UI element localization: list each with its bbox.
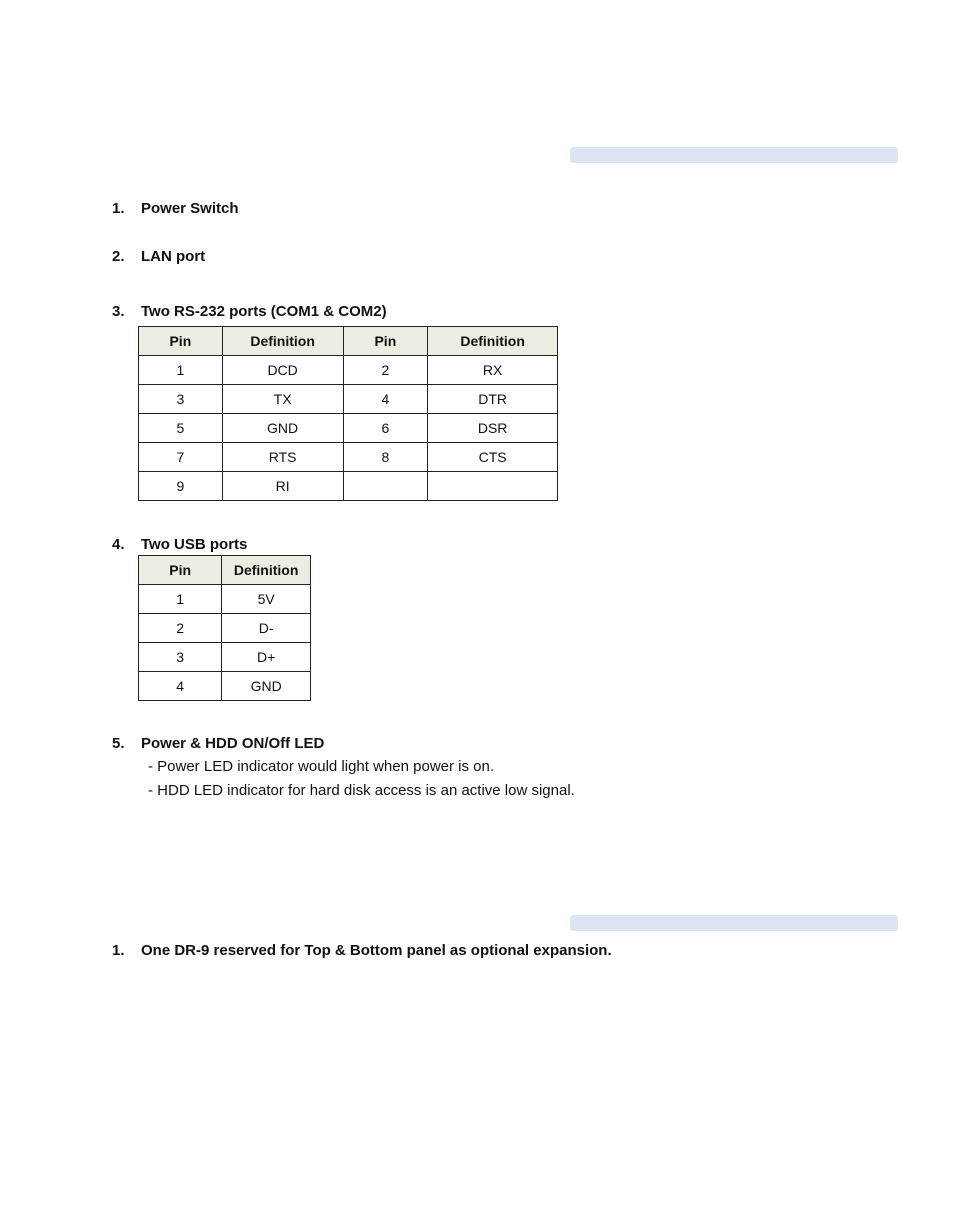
cell: 5: [139, 414, 223, 443]
item-label: One DR-9 reserved for Top & Bottom panel as optional expansion.: [141, 942, 612, 959]
cell: CTS: [428, 443, 558, 472]
cell: DTR: [428, 385, 558, 414]
cell: 4: [343, 385, 428, 414]
item-rs232-ports: [112, 303, 387, 321]
cell: DCD: [222, 356, 343, 385]
header-pin: Pin: [139, 556, 222, 585]
cell: RTS: [222, 443, 343, 472]
item-number: 1.: [112, 942, 125, 959]
cell: GND: [222, 414, 343, 443]
item-dr9-expansion: [112, 942, 612, 960]
cell: TX: [222, 385, 343, 414]
cell: 2: [343, 356, 428, 385]
item-lan-port: [112, 248, 205, 266]
cell: D-: [222, 614, 311, 643]
table-row: [139, 443, 558, 472]
table-header-row: [139, 327, 558, 356]
table-header-row: [139, 556, 311, 585]
cell: RI: [222, 472, 343, 501]
table-row: [139, 614, 311, 643]
item-label: LAN port: [141, 248, 206, 265]
table-row: [139, 356, 558, 385]
table-row: [139, 414, 558, 443]
section-header-bar-1: [570, 147, 898, 163]
cell: 3: [139, 643, 222, 672]
header-definition: Definition: [222, 556, 311, 585]
item-number: 1.: [112, 200, 125, 217]
cell: 5V: [222, 585, 311, 614]
cell: 2: [139, 614, 222, 643]
header-pin: Pin: [343, 327, 428, 356]
item-power-switch: [112, 200, 239, 218]
cell: DSR: [428, 414, 558, 443]
item-usb-ports: [112, 536, 247, 554]
item-number: 2.: [112, 248, 125, 265]
cell: 7: [139, 443, 223, 472]
table-row: [139, 672, 311, 701]
cell: [428, 472, 558, 501]
cell: GND: [222, 672, 311, 701]
usb-pin-table: [138, 555, 311, 701]
cell: D+: [222, 643, 311, 672]
cell: 6: [343, 414, 428, 443]
cell: 9: [139, 472, 223, 501]
cell: 3: [139, 385, 223, 414]
cell: [343, 472, 428, 501]
table-row: [139, 385, 558, 414]
item-label: Two USB ports: [141, 536, 248, 553]
item-power-hdd-led: [112, 735, 324, 753]
cell: 8: [343, 443, 428, 472]
item-number: 5.: [112, 735, 125, 752]
cell: 1: [139, 356, 223, 385]
led-note-power: - Power LED indicator would light when power is on.: [148, 758, 495, 775]
item-label: Power Switch: [141, 200, 239, 217]
cell: 1: [139, 585, 222, 614]
header-definition: Definition: [428, 327, 558, 356]
rs232-pin-table: [138, 326, 558, 501]
header-pin: Pin: [139, 327, 223, 356]
item-label: Power & HDD ON/Off LED: [141, 735, 325, 752]
led-note-hdd: - HDD LED indicator for hard disk access is an active low signal.: [148, 782, 575, 799]
item-label: Two RS-232 ports (COM1 & COM2): [141, 303, 387, 320]
table-row: [139, 643, 311, 672]
cell: RX: [428, 356, 558, 385]
item-number: 4.: [112, 536, 125, 553]
item-number: 3.: [112, 303, 125, 320]
table-row: [139, 472, 558, 501]
section-header-bar-2: [570, 915, 898, 931]
table-row: [139, 585, 311, 614]
header-definition: Definition: [222, 327, 343, 356]
cell: 4: [139, 672, 222, 701]
